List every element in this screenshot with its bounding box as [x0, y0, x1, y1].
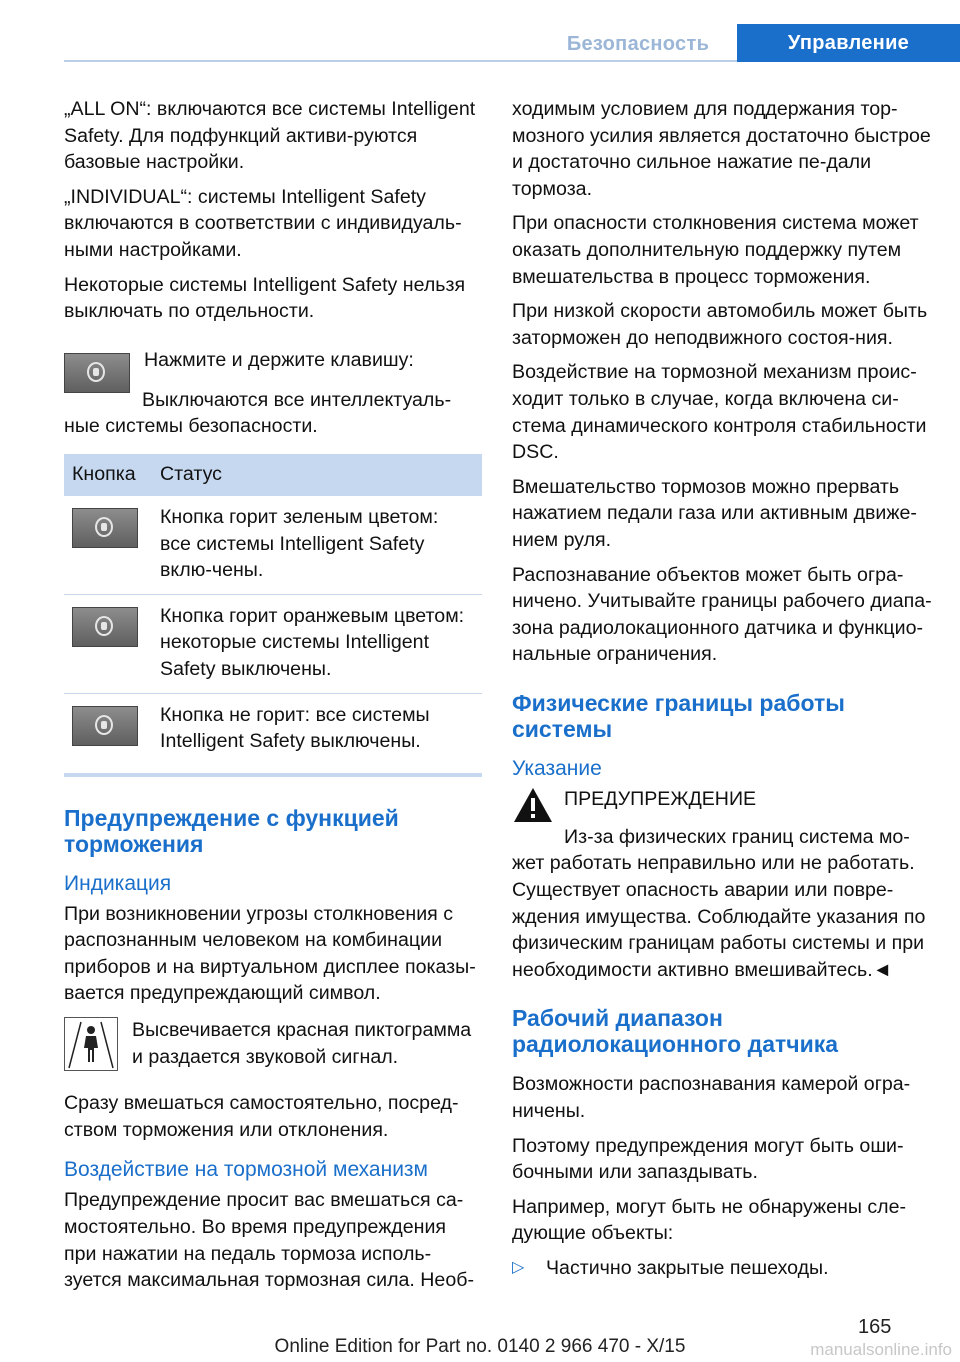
status-table-header	[64, 454, 482, 496]
heading-brake-intervention: Воздействие на тормозной механизм	[64, 1158, 428, 1182]
table-bottom-rule	[64, 773, 482, 777]
tab-safety[interactable]: Безопасность	[566, 33, 710, 55]
paragraph-all-on: „ALL ON“: включаются все системы Intelligent Safety. Для подфункций активи-руются базовые настройки.	[64, 98, 476, 174]
safety-button-icon	[64, 353, 130, 393]
bullet-text: Частично закрытые пешеходы.	[546, 1257, 829, 1279]
pictogram-row	[64, 1017, 482, 1078]
right-column	[512, 96, 932, 1290]
warning-triangle-icon	[512, 786, 554, 824]
safety-button-icon	[72, 508, 138, 548]
pedestrian-warning-icon	[64, 1017, 118, 1071]
watermark: manualsonline.info	[810, 1340, 952, 1359]
safety-button-icon	[72, 607, 138, 647]
warning-row	[512, 786, 932, 824]
paragraph-dsc: Воздействие на тормозной механизм проис-ходит только в случае, когда включена си-стема динамического контроля стабильности DSC.	[512, 361, 927, 464]
status-off: Кнопка не горит: все системы Intelligent Safety выключены.	[160, 703, 430, 753]
paragraph-individual: „INDIVIDUAL“: системы Intelligent Safety включаются в соответствии с индивидуаль-ными настройками.	[64, 185, 462, 261]
paragraph-not-separately: Некоторые системы Intelligent Safety нельзя выключать по отдельности.	[64, 273, 466, 323]
status-table	[64, 454, 482, 765]
edition-footer: Online Edition for Part no. 0140 2 966 470 - X/15	[274, 1336, 686, 1357]
heading-indication: Индикация	[64, 871, 172, 895]
paragraph-indication: При возникновении угрозы столкновения с распознанным человеком на комбинации приборов и на виртуальном дисплее показы-вается предупреждающий символ.	[64, 902, 476, 1005]
paragraph-react: Сразу вмешаться самостоятельно, посред-ством торможения или отклонения.	[64, 1092, 459, 1141]
press-hold-text: Нажмите и держите клавишу:	[144, 348, 414, 371]
paragraph-delay: Поэтому предупреждения могут быть оши-бочными или запаздывать.	[512, 1134, 904, 1184]
tab-control[interactable]: Управление	[737, 24, 960, 62]
table-row	[64, 496, 482, 594]
table-row	[64, 693, 482, 765]
table-row	[64, 594, 482, 693]
heading-radar-range: Рабочий диапазон радиолокационного датчика	[512, 1005, 839, 1058]
paragraph-recognition: Распознавание объектов может быть огра-ничено. Учитывайте границы рабочего диапа-зона радиолокационного датчика и функцио-нальные ограничения.	[512, 563, 932, 666]
column-status: Статус	[152, 454, 482, 496]
paragraph-camera: Возможности распознавания камерой огра-ничены.	[512, 1073, 911, 1123]
press-result-text: Выключаются все интеллектуаль-ные системы безопасности.	[64, 388, 452, 438]
list-item	[512, 1255, 932, 1290]
heading-brake-warning: Предупреждение с функцией торможения	[64, 804, 399, 857]
page-number: 165	[858, 1316, 892, 1338]
column-button: Кнопка	[64, 454, 152, 496]
paragraph-brake: Предупреждение просит вас вмешаться са-мостоятельно. Во время предупреждения при нажатии на педаль тормоза исполь-зуется максимальная тормозная сила. Необ-	[64, 1189, 474, 1292]
status-green: Кнопка горит зеленым цветом: все системы Intelligent Safety вклю-чены.	[152, 496, 482, 594]
paragraph-support: При опасности столкновения система может оказать дополнительную поддержку путем вмешательства в процесс торможения.	[512, 212, 919, 288]
heading-note: Указание	[512, 756, 602, 780]
safety-button-icon	[72, 706, 138, 746]
heading-physical-limits: Физические границы работы системы	[512, 689, 845, 742]
pictogram-text: Высвечивается красная пиктограмма и раздается звуковой сигнал.	[132, 1019, 472, 1068]
paragraph-low-speed: При низкой скорости автомобиль может быть заторможен до неподвижного состоя-ния.	[512, 300, 928, 349]
warning-title: ПРЕДУПРЕЖДЕНИЕ	[564, 787, 757, 810]
paragraph-interrupt: Вмешательство тормозов можно прервать нажатием педали газа или активным движе-нием руля.	[512, 475, 917, 551]
status-orange: Кнопка горит оранжевым цветом: некоторые системы Intelligent Safety выключены.	[152, 594, 482, 693]
warning-text: Из-за физических границ система мо-жет работать неправильно или не работать. Существует опасность аварии или повре-ждения имущества. Соблюдайте указания по физическим границам работы системы и при необходимости активно вмешивайтесь.◄	[512, 825, 926, 981]
left-column	[64, 96, 482, 1302]
paragraph-example: Например, могут быть не обнаружены сле-дующие объекты:	[512, 1195, 907, 1245]
paragraph-brake-cont: ходимым условием для поддержания тор-мозного усилия является достаточно быстрое и достаточно сильное нажатие пе-дали тормоза.	[512, 98, 931, 200]
triangle-bullet-icon: ▷	[512, 1259, 525, 1276]
